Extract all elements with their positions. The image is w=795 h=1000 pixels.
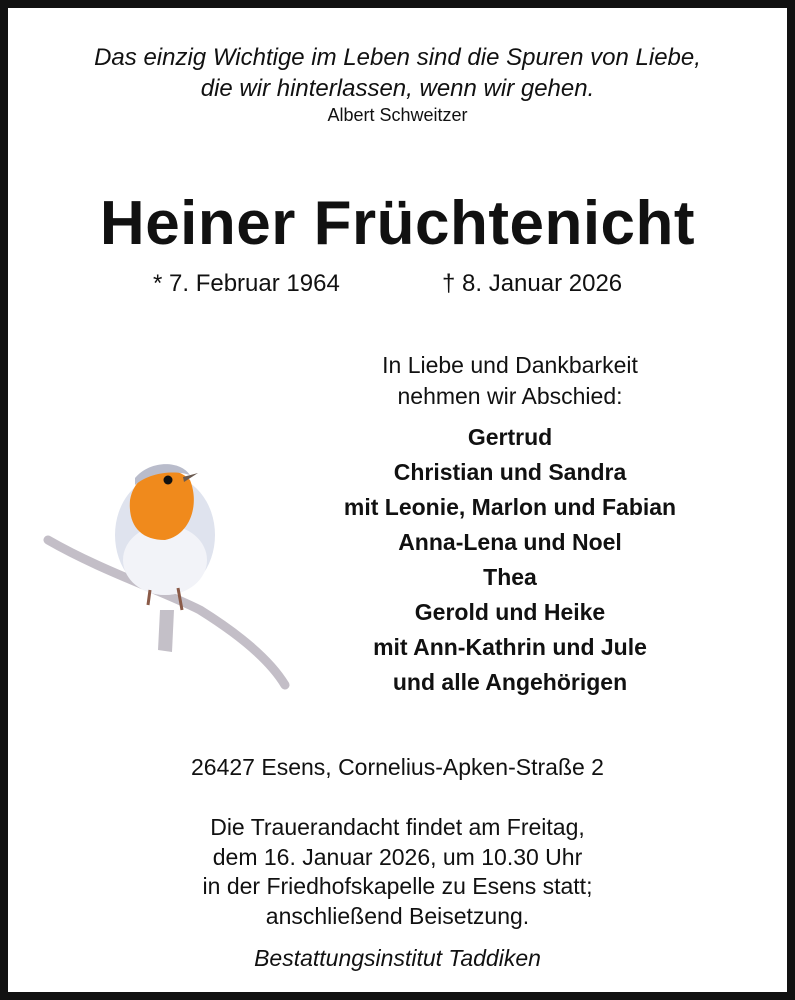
service-line: dem 16. Januar 2026, um 10.30 Uhr [212,843,583,870]
quote-author: Albert Schweitzer [327,105,468,125]
mourner: Gertrud [467,424,553,450]
quote [0,42,795,104]
deceased-name: Heiner Früchtenicht [99,189,696,258]
service-line: in der Friedhofskapelle zu Esens statt; [202,873,593,899]
service-line: Die Trauerandacht findet am Freitag, [210,814,585,840]
mourner: mit Leonie, Marlon und Fabian [343,494,677,520]
service-line: anschließend Beisetzung. [265,902,530,929]
service-info [0,813,795,931]
quote-line: Das einzig Wichtige im Leben sind die Spuren von Liebe, [94,44,701,71]
birth-date: * 7. Februar 1964 [153,270,340,297]
mourner: Anna-Lena und Noel [398,529,622,555]
mourner: und alle Angehörigen [392,669,628,695]
mourners-intro [310,350,710,412]
intro-line: nehmen wir Abschied: [397,383,623,409]
mourner: Gerold und Heike [414,599,606,625]
death-date: † 8. Januar 2026 [442,270,623,297]
funeral-home: Bestattungsinstitut Taddiken [254,945,541,971]
mourners-list [310,420,710,700]
address: 26427 Esens, Cornelius-Apken-Straße 2 [191,754,604,780]
mourner: Thea [483,564,537,590]
robin-illustration [40,440,300,700]
quote-line: die wir hinterlassen, wenn wir gehen. [200,75,595,102]
mourner: mit Ann-Kathrin und Jule [373,634,647,660]
intro-line: In Liebe und Dankbarkeit [382,352,638,378]
mourner: Christian und Sandra [393,459,627,485]
